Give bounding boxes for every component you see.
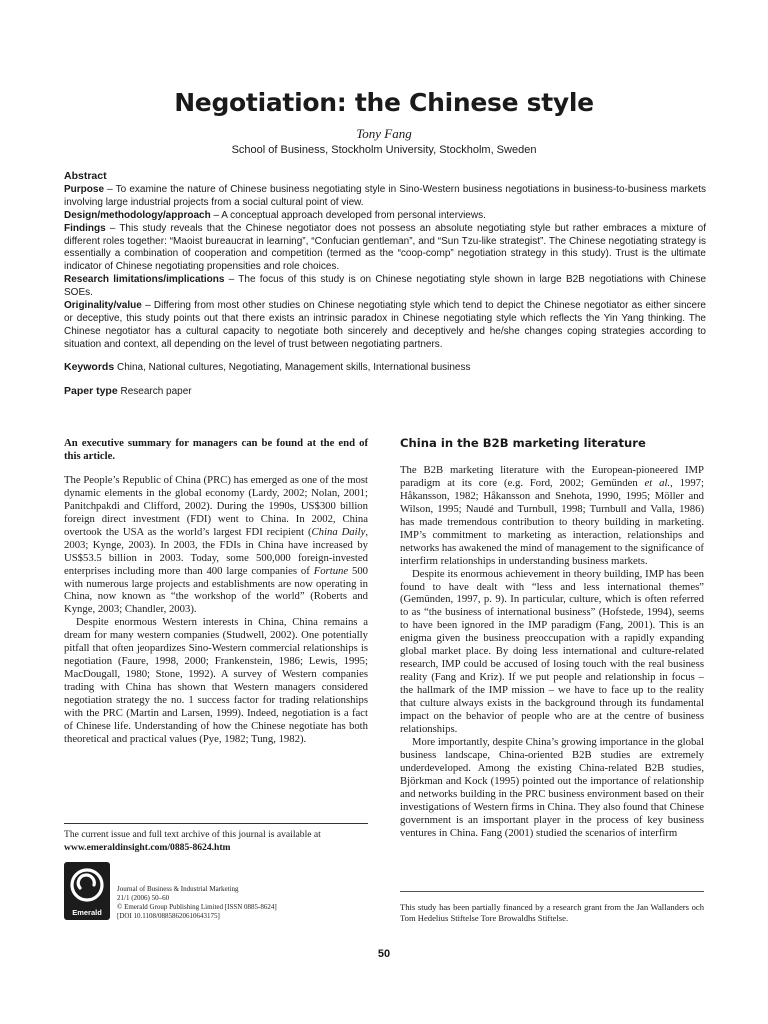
paper-type-line	[64, 385, 706, 397]
findings-label: Findings	[64, 222, 106, 234]
left-paragraph-2: Despite enormous Western interests in China, China remains a dream for many western companies (Studwell, 2002). One potentially pitfall that often jeopardizes Sino-Western commercial relationships is negotiation (Faure, 1998, 2000; Frankenstein, 1986; Lewis, 1995; MacDougall, 1980; Stone, 1992). A survey of Western companies trading with China has shown that Western managers considered negotiation strategy the no. 1 success factor for trading relationships with the PRC (Martin and Larsen, 1999). Indeed, negotiation is a fact of Chinese life. Understanding of how the Chinese negotiate has both theoretical and practical values (Pye, 1982; Tung, 1982).	[64, 616, 368, 745]
left-p1-text-a: The People’s Republic of China (PRC) has emerged as one of the most dynamic elements in the global economy (Lardy, 2002; Nolan, 2001; Panitchpakdi and Clifford, 2002). During the 1990s, US$300 billion foreign direct investment (FDI) went to China. In 2002, China overtook the USA as the world’s largest FDI recipient (	[64, 473, 368, 538]
paper-type-text: Research paper	[120, 386, 192, 397]
abstract-heading: Abstract	[64, 170, 107, 182]
keywords-line	[64, 361, 706, 373]
left-paragraph-1	[64, 474, 368, 616]
article-author: Tony Fang	[356, 126, 412, 141]
emerald-logo	[64, 862, 110, 920]
findings-text: – This study reveals that the Chinese negotiator does not possess an absolute negotiating style but rather embraces a mixture of different roles together: “Maoist bureaucrat in learning”, “Confucian gentleman”, and “Sun Tzu-like strategist”. The Chinese negotiating strategy is essentially a combination of cooperation and competition (termed as the “coop-comp” negotiation strategy in this study). Trust is the ultimate indicator of Chinese negotiating propensities and role choices.	[64, 222, 706, 273]
keywords-label: Keywords	[64, 361, 115, 373]
abstract-findings	[64, 223, 706, 275]
journal-publisher: © Emerald Group Publishing Limited [ISSN 0885-8624]	[117, 903, 277, 911]
emerald-logo-icon	[69, 866, 105, 904]
right-paragraph-3: More importantly, despite China’s growing importance in the global business landscape, China-oriented B2B studies are extremely underdeveloped. Among the existing China-related B2B studies, Björkman and Kock (1995) pointed out the importance of relationship and networks building in the PRC business environment based on their investigations of Western firms in China. They also found that Chinese government is an imsportant player in the process of key business ventures in China. Fang (2001) studied the scenarios of interfirm	[400, 735, 704, 839]
left-p1-italic-1: China Daily	[311, 525, 366, 538]
paper-type-label: Paper type	[64, 385, 118, 397]
archive-text: The current issue and full text archive of this journal is available at	[64, 829, 321, 840]
archive-url-link[interactable]: www.emeraldinsight.com/0885-8624.htm	[64, 841, 231, 853]
limitations-text: – The focus of this study is on Chinese negotiating style shown in large B2B negotiations with Chinese SOEs.	[64, 274, 707, 299]
right-p1-text-b: , 1997; Håkansson, 1982; Håkansson and Snehota, 1990, 1995; Möller and Wilson, 1995; Naudé and Turnbull, 1998; Turnbull and Valla, 1986) has made tremendous contribution to theory building in marketing. IMP’s commitment to marketing as interaction, relationships and networks has awakened the mind of management to the significance of interfirm relationships in understanding business markets.	[400, 476, 704, 567]
abstract-section	[64, 170, 706, 352]
emerald-logo-label: Emerald	[72, 908, 102, 917]
abstract-design	[64, 210, 706, 223]
right-column	[400, 437, 704, 840]
originality-label: Originality/value	[64, 300, 142, 312]
funding-footnote: This study has been partially financed by a research grant from the Jan Wallanders och Tom Hedelius Stiftelse Tore Browaldhs Stiftelse.	[400, 902, 704, 923]
right-p1-text-a: The B2B marketing literature with the European-pioneered IMP paradigm at its core (e.g. Ford, 2002; Gemünden	[400, 463, 704, 489]
author-affiliation: School of Business, Stockholm University, Stockholm, Sweden	[231, 144, 537, 156]
left-p1-text-c: 500 with numerous large projects and establishments are now operating in China, now known as “the workshop of the world” (Roberts and Kynge, 2003; Chandler, 2003).	[64, 564, 369, 616]
journal-info	[117, 885, 357, 921]
keywords-text: China, National cultures, Negotiating, Management skills, International business	[116, 362, 471, 373]
section-heading: China in the B2B marketing literature	[400, 436, 646, 450]
archive-top-rule	[64, 823, 368, 824]
originality-text: – Differing from most other studies on Chinese negotiating style which tend to depict the Chinese negotiator as either sincere or deceptive, this study points out that there exists an intrinsic paradox in Chinese negotiating style which reflects the Yin Yang thinking. The Chinese negotiator has a cultural capacity to negotiate both sincerely and deceptively and he/she changes coping strategies according to situation and context, all depending on the level of trust between negotiating partners.	[64, 300, 706, 350]
journal-name: Journal of Business & Industrial Marketing	[117, 885, 239, 893]
abstract-originality	[64, 300, 706, 352]
archive-notice	[64, 829, 368, 854]
journal-doi: [DOI 10.1108/08858620610643175]	[117, 912, 220, 920]
left-p1-italic-2: Fortune	[313, 564, 349, 577]
design-text: – A conceptual approach developed from personal interviews.	[210, 209, 486, 221]
right-paragraph-1	[400, 464, 704, 568]
left-p1-text-b: , 2003; Kynge, 2003). In 2003, the FDIs in China have increased by US$53.5 billion in 2003. Today, some 500,000 foreign-invested enterprises including more than 400 large companies of	[64, 525, 368, 577]
article-title: Negotiation: the Chinese style	[174, 88, 594, 117]
right-p1-italic: et al.	[644, 476, 671, 489]
journal-issue: 21/1 (2006) 50–60	[117, 894, 170, 902]
executive-summary-note: An executive summary for managers can be found at the end of this article.	[64, 437, 368, 462]
right-paragraph-2: Despite its enormous achievement in theory building, IMP has been found to have dealt with “less and less international themes” (Gemünden, 1997, p. 9). In particular, culture, which is often referred to as “the business of international business” (Hofstede, 1994), seems to have been ignored in the IMP paradigm (Fang, 2001). This is an enigma given the business preoccupation with a rapidly expanding global market place. By doing less international and culture-related research, IMP could be accused of losing touch with the real business reality (Fang and Kriz). If we put people and relationship in focus – the hallmark of the IMP mission – we have to face up to the reality that culture always exists in the background through its fundamental impact on the behavior of people who are at the centre of business relationships.	[400, 567, 704, 736]
footnote-rule	[400, 891, 704, 892]
abstract-limitations	[64, 274, 706, 300]
left-column	[64, 437, 368, 746]
purpose-label: Purpose	[64, 183, 105, 195]
limitations-label: Research limitations/implications	[64, 274, 225, 286]
page-number: 50	[377, 948, 391, 960]
design-label: Design/methodology/approach	[64, 209, 211, 221]
abstract-purpose	[64, 184, 706, 210]
purpose-text: – To examine the nature of Chinese business negotiating style in Sino-Western business negotiations in business-to-business markets involving large industrial projects from a social cultural point of view.	[64, 183, 706, 208]
